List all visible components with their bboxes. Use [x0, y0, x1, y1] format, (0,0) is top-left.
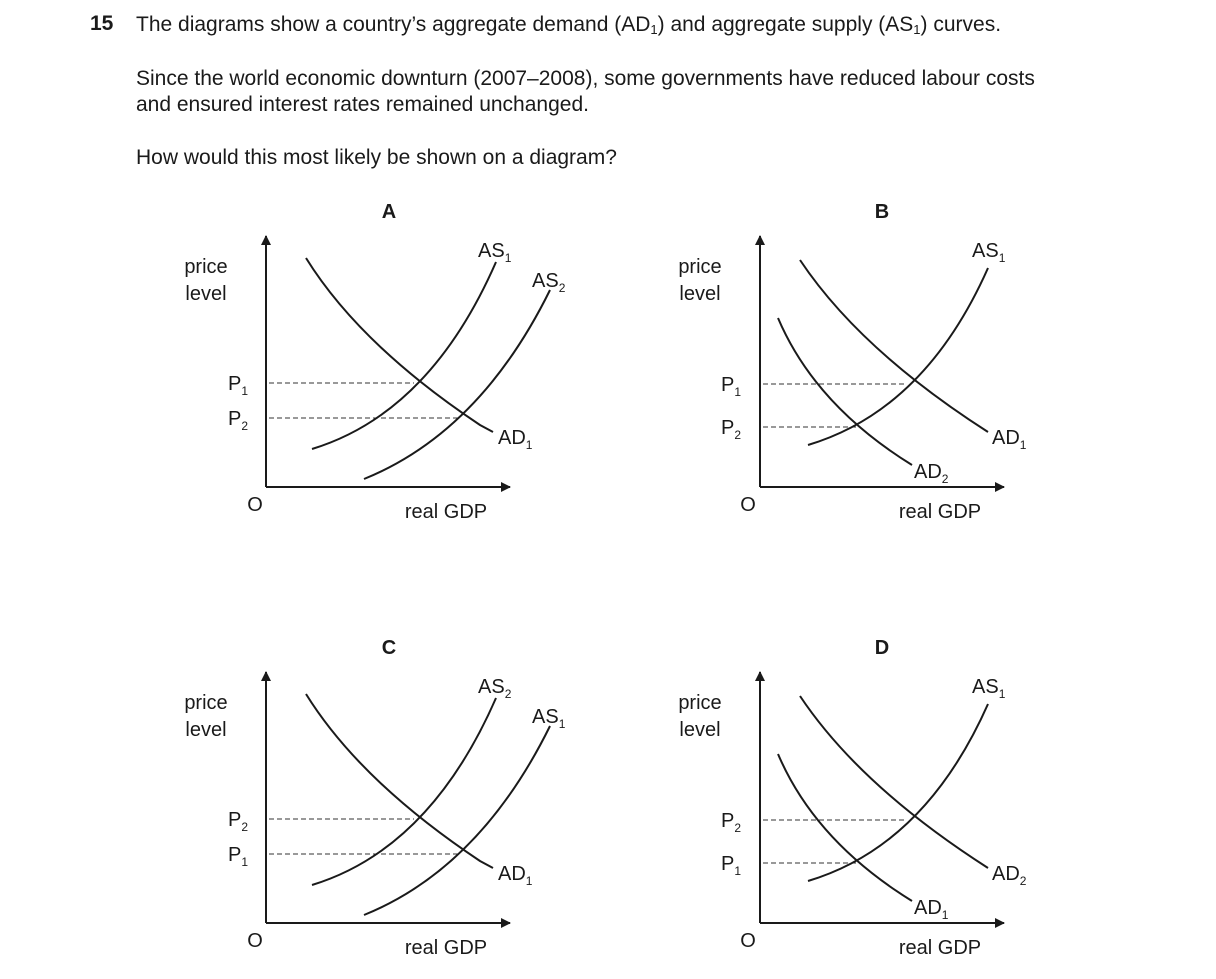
as-curve: [364, 290, 550, 479]
curve-label: $AD_1$: [992, 427, 1027, 452]
curve-label: $AS_1$: [478, 240, 512, 265]
y-axis-label: level: [185, 719, 227, 741]
price-label: $P_2$: [227, 408, 249, 433]
origin-label: O: [740, 494, 756, 516]
ad-curve: [800, 260, 988, 432]
price-label: $P_1$: [720, 374, 742, 399]
curve-label: $AD_1$: [914, 897, 949, 922]
stem-sub-2: 1: [913, 22, 921, 37]
price-label: $P_2$: [720, 810, 742, 835]
price-label: $P_1$: [720, 853, 742, 878]
ad-curve: [306, 258, 493, 432]
as-curve: [364, 726, 550, 915]
context-line-2: and ensured interest rates remained unchanged.: [136, 93, 589, 116]
curve-label: $AS_2$: [478, 676, 512, 701]
as-curve: [808, 268, 988, 445]
question-number: 15: [90, 12, 114, 35]
y-axis-label: level: [679, 283, 721, 305]
stem-text-1: The diagrams show a country’s aggregate demand (AD: [136, 13, 651, 36]
curve-label: $AS_1$: [532, 706, 566, 731]
stem-sub-1: 1: [650, 22, 658, 37]
y-axis-label: level: [185, 283, 227, 305]
price-label: $P_2$: [720, 417, 742, 442]
y-axis-label: price: [678, 256, 722, 278]
stem-text-2: ) and aggregate supply (AS: [657, 13, 914, 36]
question-prompt: How would this most likely be shown on a diagram?: [136, 146, 617, 169]
curve-label: $AD_1$: [498, 427, 533, 452]
x-axis-label: real GDP: [404, 501, 488, 523]
x-axis-label: real GDP: [404, 937, 488, 959]
ad-curve: [306, 694, 493, 868]
option-label: D: [874, 637, 890, 659]
option-label: A: [381, 201, 397, 223]
ad-curve: [800, 696, 988, 868]
curve-label: $AS_2$: [532, 270, 566, 295]
context-line-1: Since the world economic downturn (2007–2008), some governments have reduced labour costs: [136, 67, 1035, 90]
y-axis-label: price: [184, 692, 228, 714]
curve-label: $AD_2$: [992, 863, 1027, 888]
y-axis-label: price: [678, 692, 722, 714]
as-curve: [312, 698, 496, 885]
price-label: $P_1$: [227, 844, 249, 869]
origin-label: O: [247, 930, 263, 952]
y-axis-label: price: [184, 256, 228, 278]
origin-label: O: [247, 494, 263, 516]
curve-label: $AS_1$: [972, 240, 1006, 265]
ad-curve: [778, 318, 912, 465]
diagram-option-d: [678, 637, 1026, 959]
stem-text-3: ) curves.: [920, 13, 1002, 36]
diagram-option-b: [678, 201, 1026, 523]
x-axis-label: real GDP: [898, 937, 982, 959]
x-axis-label: real GDP: [898, 501, 982, 523]
y-axis-label: level: [679, 719, 721, 741]
price-label: $P_1$: [227, 373, 249, 398]
as-curve: [312, 262, 496, 449]
curve-label: $AD_1$: [498, 863, 533, 888]
option-label: C: [381, 637, 397, 659]
as-curve: [808, 704, 988, 881]
diagram-option-c: [184, 637, 565, 959]
diagram-option-a: [184, 201, 565, 523]
ad-curve: [778, 754, 912, 901]
price-label: $P_2$: [227, 809, 249, 834]
curve-label: $AS_1$: [972, 676, 1006, 701]
option-label: B: [874, 201, 890, 223]
curve-label: $AD_2$: [914, 461, 949, 486]
origin-label: O: [740, 930, 756, 952]
